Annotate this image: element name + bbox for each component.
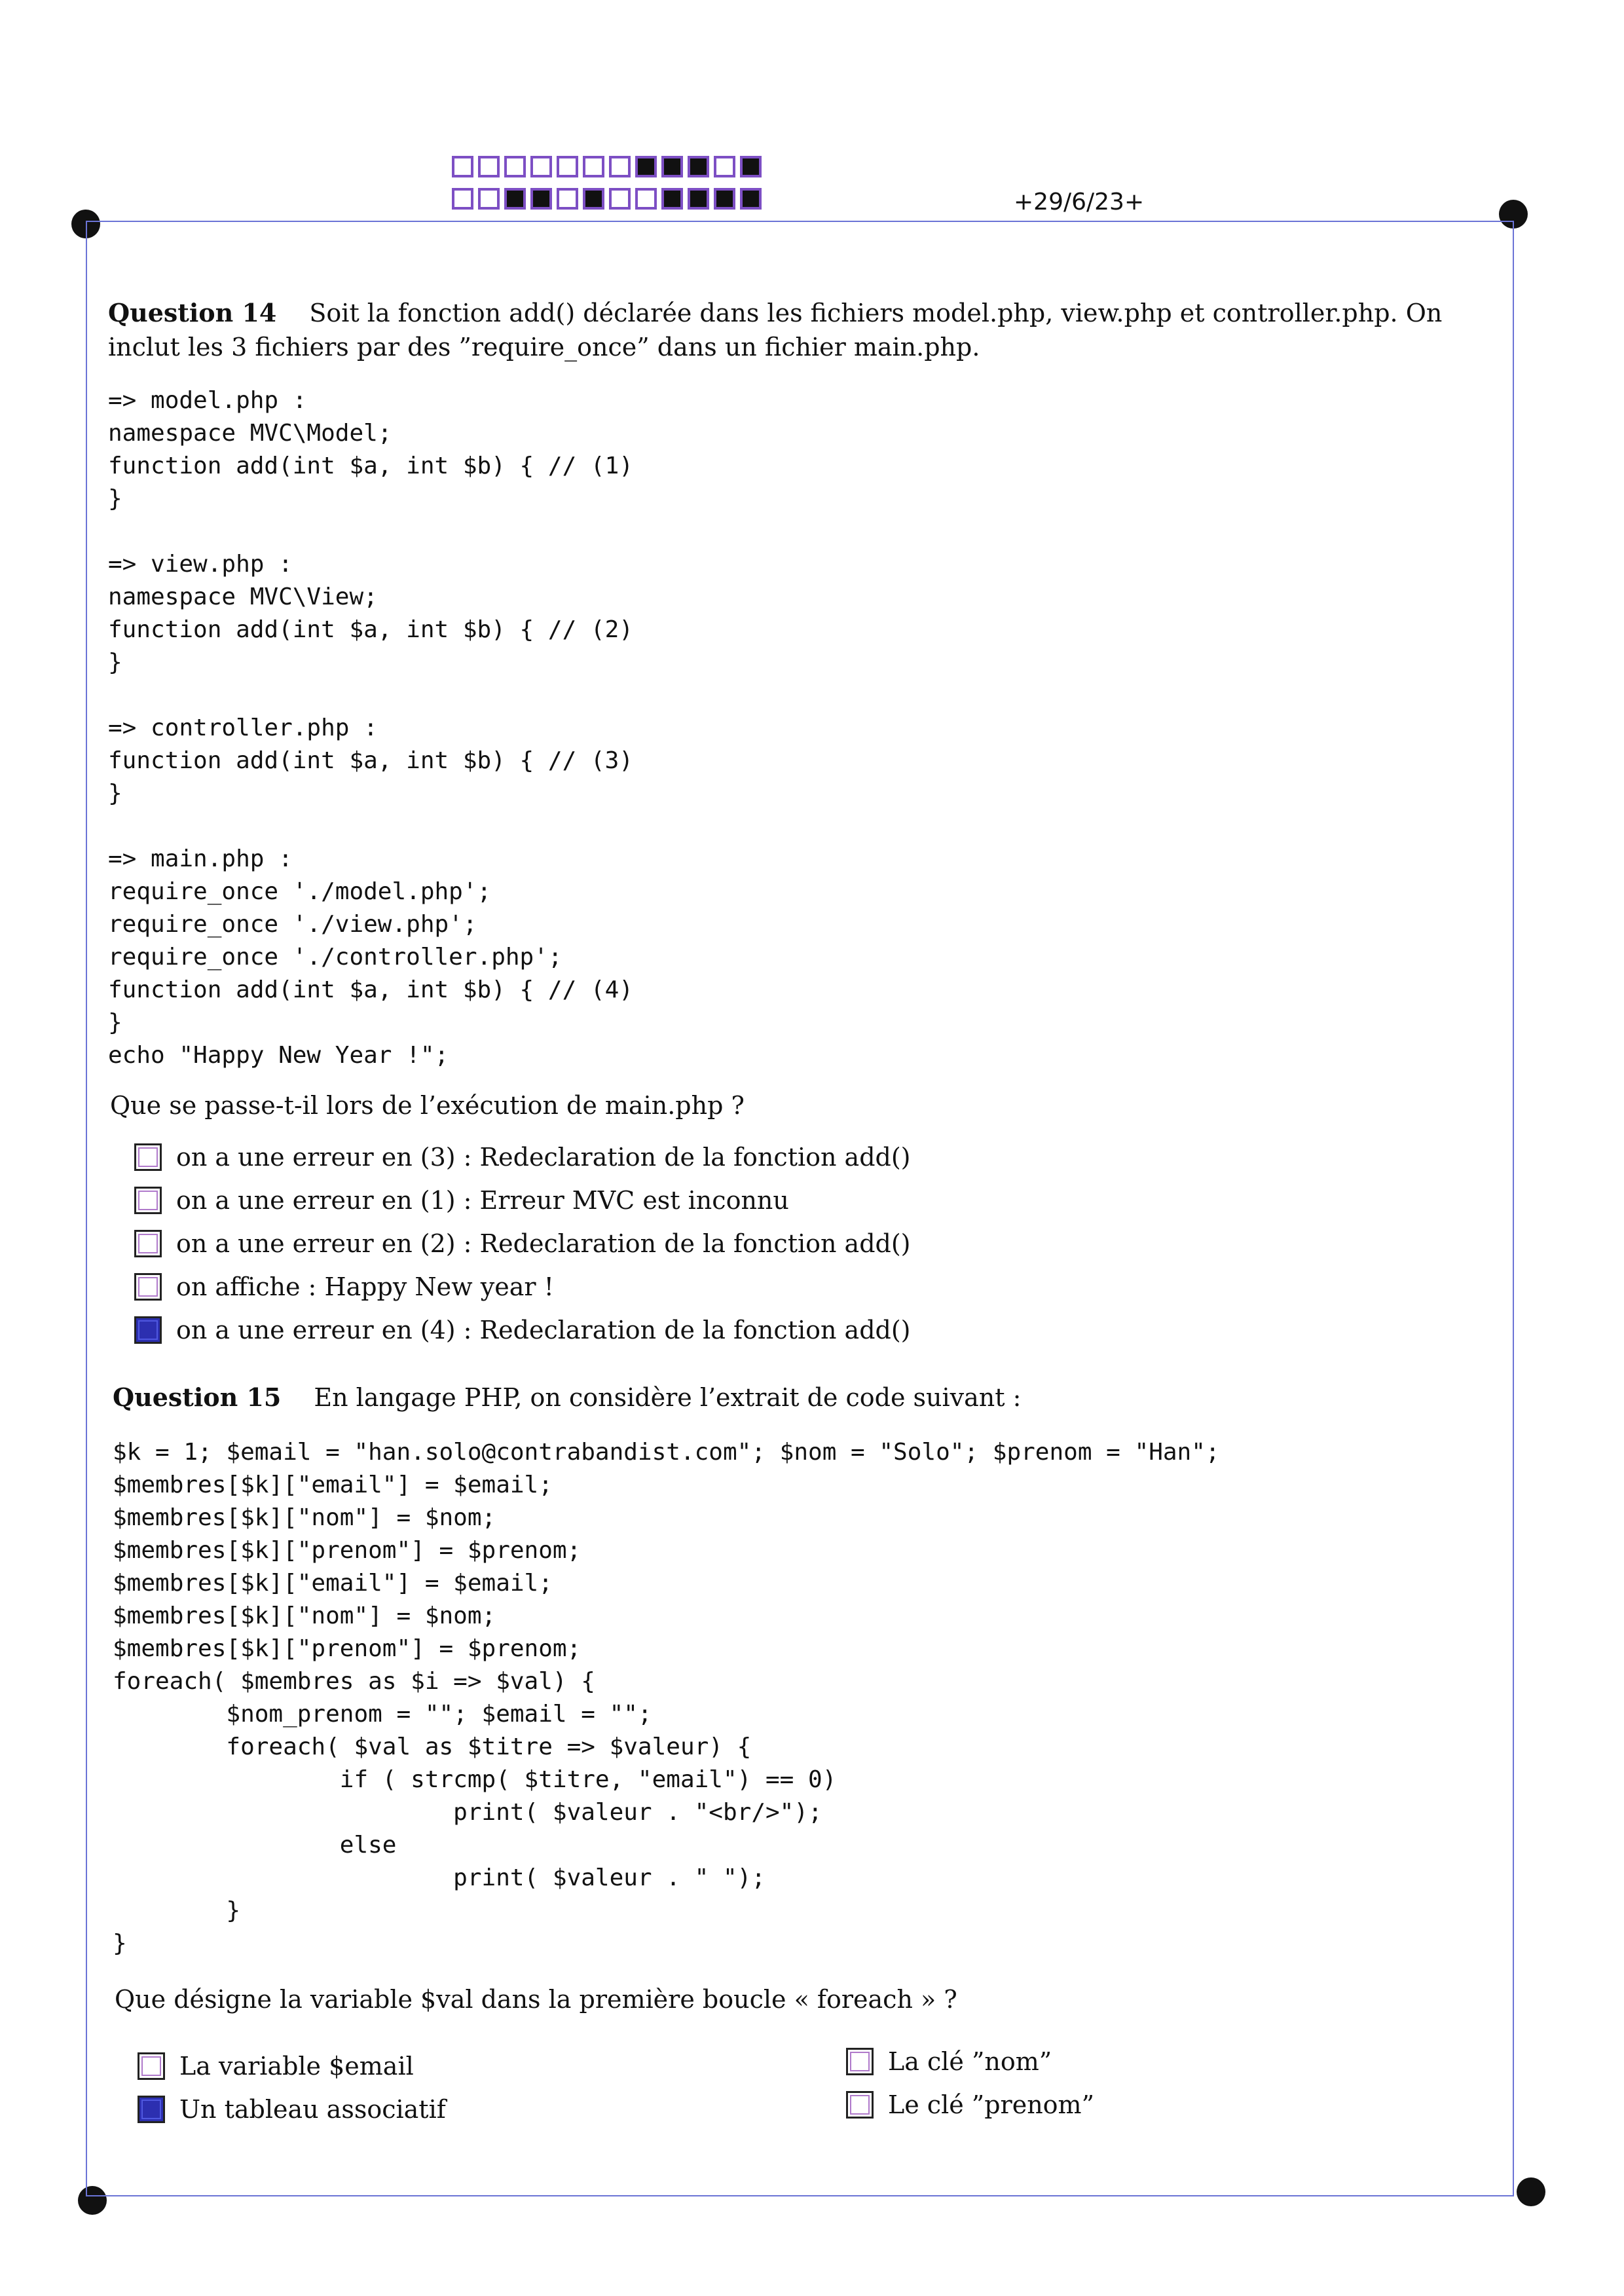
q14-option-1-checkbox[interactable] xyxy=(134,1143,162,1171)
q14-option-4-checkbox[interactable] xyxy=(134,1273,162,1301)
q14-option-2-label: on a une erreur en (1) : Erreur MVC est inconnu xyxy=(176,1186,789,1215)
barcode-row-2-cell xyxy=(688,188,709,210)
barcode-row-2-cell xyxy=(635,188,657,210)
question-15-number: Question 15 xyxy=(113,1382,282,1412)
q14-option-3-checkbox[interactable] xyxy=(134,1230,162,1257)
q15-option-1-label: La variable $email xyxy=(179,2052,414,2081)
barcode-row-2-cell xyxy=(557,188,578,210)
q15-option-2-label: Un tableau associatif xyxy=(179,2095,446,2124)
q15-option-1[interactable] xyxy=(138,2052,414,2081)
question-15-heading xyxy=(113,1380,1501,1415)
q14-option-4[interactable] xyxy=(134,1272,554,1301)
q14-option-1-label: on a une erreur en (3) : Redeclaration de la fonction add() xyxy=(176,1143,911,1172)
q15-option-4-checkbox[interactable] xyxy=(846,2091,874,2119)
q14-option-5-label: on a une erreur en (4) : Redeclaration de la fonction add() xyxy=(176,1316,911,1344)
barcode-row-2-cell xyxy=(583,188,604,210)
q15-option-2-checkbox[interactable] xyxy=(138,2096,165,2123)
q14-option-3[interactable] xyxy=(134,1229,911,1258)
question-14-heading xyxy=(108,296,1496,364)
q15-option-3[interactable] xyxy=(846,2047,1052,2076)
barcode-row-1-cell xyxy=(583,156,604,177)
q15-option-4-label: Le clé ”prenom” xyxy=(888,2090,1095,2119)
barcode-row-1-cell xyxy=(661,156,683,177)
q14-option-2[interactable] xyxy=(134,1186,789,1215)
barcode-row-1-cell xyxy=(557,156,578,177)
barcode-row-1-cell xyxy=(714,156,735,177)
barcode-row-2-cell xyxy=(452,188,473,210)
q14-option-2-checkbox[interactable] xyxy=(134,1187,162,1214)
q15-option-3-checkbox[interactable] xyxy=(846,2048,874,2075)
barcode-row-2-cell xyxy=(714,188,735,210)
barcode-row-1-cell xyxy=(609,156,631,177)
question-14-number: Question 14 xyxy=(108,298,277,327)
barcode-row-1-cell xyxy=(530,156,552,177)
q14-option-1[interactable] xyxy=(134,1143,911,1172)
question-14-prompt: Que se passe-t-il lors de l’exécution de main.php ? xyxy=(110,1091,745,1120)
question-14-code: => model.php : namespace MVC\Model; function add(int $a, int $b) { // (1) } => view.php : namespace MVC\View; function add(int $a, int $b) { // (2) } => controller.php : function add(int $a, int $b) { // (3) } => main.php : require_once './model.php'; require_once './view.php'; require_once './controller.php'; function add(int $a, int $b) { // (4) } echo "Happy New Year !"; xyxy=(108,387,633,1069)
question-15-code: $k = 1; $email = "han.solo@contrabandist.com"; $nom = "Solo"; $prenom = "Han"; $membres[$k]["email"] = $email; $membres[$k]["nom"] = $nom; $membres[$k]["prenom"] = $prenom; $membres[$k]["email"] = $email; $membres[$k]["nom"] = $nom; $membres[$k]["prenom"] = $prenom; foreach( $membres as $i => $val) { $nom_prenom = ""; $email = ""; foreach( $val as $titre => $valeur) { if ( strcmp( $titre, "email") == 0) print( $valeur . "<br/>"); else print( $valeur . " "); } } xyxy=(113,1439,1220,1957)
barcode-row-2-cell xyxy=(478,188,500,210)
barcode-row-2-cell xyxy=(740,188,762,210)
barcode-row-2 xyxy=(452,188,766,210)
barcode-row-1-cell xyxy=(635,156,657,177)
barcode-row-1-cell xyxy=(452,156,473,177)
question-14-text: Soit la fonction add() déclarée dans les fichiers model.php, view.php et controller.php. On inclut les 3 fichiers par des ”require_once” dans un fichier main.php. xyxy=(108,299,1443,361)
barcode-row-2-cell xyxy=(530,188,552,210)
barcode-row-2-cell xyxy=(609,188,631,210)
barcode-row-1-cell xyxy=(740,156,762,177)
barcode-row-2-cell xyxy=(661,188,683,210)
q14-option-3-label: on a une erreur en (2) : Redeclaration de la fonction add() xyxy=(176,1229,911,1258)
question-15-text: En langage PHP, on considère l’extrait de code suivant : xyxy=(314,1383,1022,1412)
date-code: +29/6/23+ xyxy=(1014,189,1145,215)
barcode-row-1-cell xyxy=(688,156,709,177)
q15-option-1-checkbox[interactable] xyxy=(138,2052,165,2080)
q14-option-5-checkbox[interactable] xyxy=(134,1316,162,1344)
corner-marker-bottom-right xyxy=(1517,2177,1545,2206)
q14-option-4-label: on affiche : Happy New year ! xyxy=(176,1272,554,1301)
barcode-row-2-cell xyxy=(504,188,526,210)
question-15-prompt: Que désigne la variable $val dans la première boucle « foreach » ? xyxy=(115,1985,957,2014)
q14-option-5[interactable] xyxy=(134,1316,911,1344)
q15-option-3-label: La clé ”nom” xyxy=(888,2047,1052,2076)
barcode-row-1-cell xyxy=(504,156,526,177)
barcode-row-1-cell xyxy=(478,156,500,177)
q15-option-2[interactable] xyxy=(138,2095,446,2124)
q15-option-4[interactable] xyxy=(846,2090,1094,2119)
barcode-row-1 xyxy=(452,156,766,177)
